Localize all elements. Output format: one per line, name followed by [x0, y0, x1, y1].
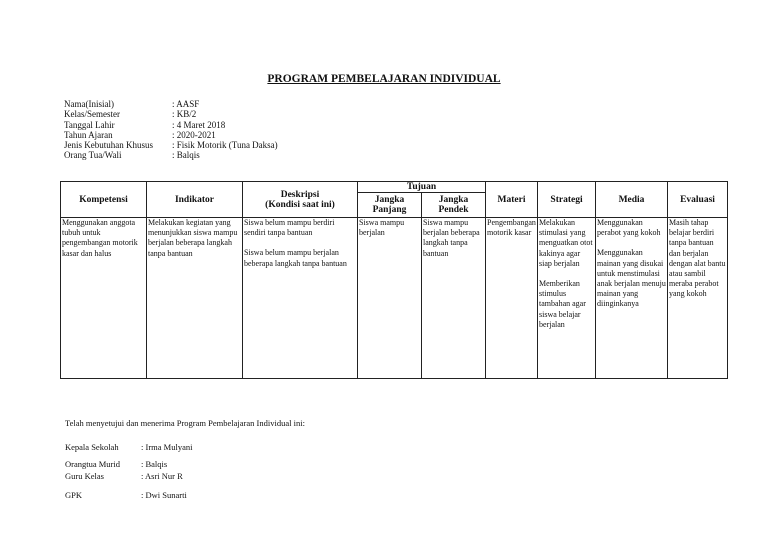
cell-media	[596, 218, 668, 379]
info-label: Tanggal Lahir	[64, 119, 115, 130]
info-row-need	[64, 140, 278, 150]
info-value: : AASF	[172, 99, 200, 109]
signature-value: : Irma Mulyani	[141, 442, 193, 452]
info-row-class	[64, 109, 278, 119]
info-value: : 4 Maret 2018	[172, 119, 226, 130]
info-value: : Balqis	[172, 150, 200, 161]
cell-kompetensi: Menggunakan anggota tubuh untuk pengembangan motorik kasar dan halus	[61, 218, 147, 379]
cell-indikator: Melakukan kegiatan yang menunjukkan siswa mampu berjalan beberapa langkah tanpa bantuan	[147, 218, 243, 379]
cell-jangka-panjang: Siswa mampu berjalan	[358, 218, 422, 379]
strategi-item: Memberikan stimulus tambahan agar siswa belajar berjalan	[539, 279, 586, 329]
signature-value: : Balqis	[141, 459, 168, 469]
info-label: Nama(Inisial)	[64, 99, 114, 109]
header-deskripsi: Deskripsi (Kondisi saat ini)	[243, 182, 358, 218]
program-table	[60, 181, 728, 379]
signature-value: : Dwi Sunarti	[141, 490, 187, 500]
info-label: Orang Tua/Wali	[64, 150, 122, 161]
info-value: : KB/2	[172, 109, 197, 120]
header-evaluasi: Evaluasi	[668, 182, 728, 218]
header-strategi: Strategi	[538, 182, 596, 218]
deskripsi-item: Siswa belum mampu berjalan beberapa langkah tanpa bantuan	[244, 248, 347, 268]
info-label: Jenis Kebutuhan Khusus	[64, 140, 153, 151]
signature-label: Kepala Sekolah	[65, 442, 119, 452]
signature-label: GPK	[65, 490, 83, 500]
header-indikator: Indikator	[147, 182, 243, 218]
student-info	[64, 99, 278, 161]
header-jangka-panjang: Jangka Panjang	[358, 193, 422, 218]
cell-evaluasi: Masih tahap belajar berdiri tanpa bantuan dan berjalan dengan alat bantu atau sambil meraba perabot yang kokoh	[668, 218, 728, 379]
signature-row	[65, 459, 167, 469]
info-row-year	[64, 130, 278, 140]
signature-value: : Asri Nur R	[141, 471, 183, 481]
header-jangka-pendek: Jangka Pendek	[422, 193, 486, 218]
deskripsi-item: Siswa belum mampu berdiri sendiri tanpa bantuan	[244, 218, 335, 238]
info-row-birthdate	[64, 120, 278, 130]
strategi-item: Melakukan stimulasi yang menguatkan otot kakinya agar siap berjalan	[539, 218, 593, 268]
cell-jangka-pendek: Siswa mampu berjalan beberapa langkah tanpa bantuan	[422, 218, 486, 379]
media-item: Menggunakan mainan yang disukai untuk menstimulasi anak berjalan menuju mainan yang diinginkanya	[597, 248, 666, 309]
media-item: Menggunakan perabot yang kokoh	[597, 218, 661, 238]
signature-row	[65, 442, 192, 452]
info-value: : 2020-2021	[172, 129, 216, 140]
cell-strategi	[538, 218, 596, 379]
signature-label: Orangtua Murid	[65, 459, 121, 469]
document-title-text: PROGRAM PEMBELAJARAN INDIVIDUAL	[267, 73, 501, 85]
header-media: Media	[596, 182, 668, 218]
approval-text: Telah menyetujui dan menerima Program Pembelajaran Individual ini:	[65, 418, 305, 428]
table-row	[61, 218, 728, 379]
header-tujuan: Tujuan	[358, 182, 486, 193]
signature-row	[65, 490, 187, 500]
cell-deskripsi	[243, 218, 358, 379]
signature-label: Guru Kelas	[65, 471, 104, 481]
cell-materi: Pengembangan motorik kasar	[486, 218, 538, 379]
signature-row	[65, 471, 183, 481]
info-value: : Fisik Motorik (Tuna Daksa)	[172, 140, 278, 151]
document-title	[0, 73, 768, 85]
header-kompetensi: Kompetensi	[61, 182, 147, 218]
info-label: Kelas/Semester	[64, 109, 120, 120]
info-row-name	[64, 99, 278, 109]
info-row-parent	[64, 150, 278, 160]
header-materi: Materi	[486, 182, 538, 218]
info-label: Tahun Ajaran	[64, 129, 113, 140]
